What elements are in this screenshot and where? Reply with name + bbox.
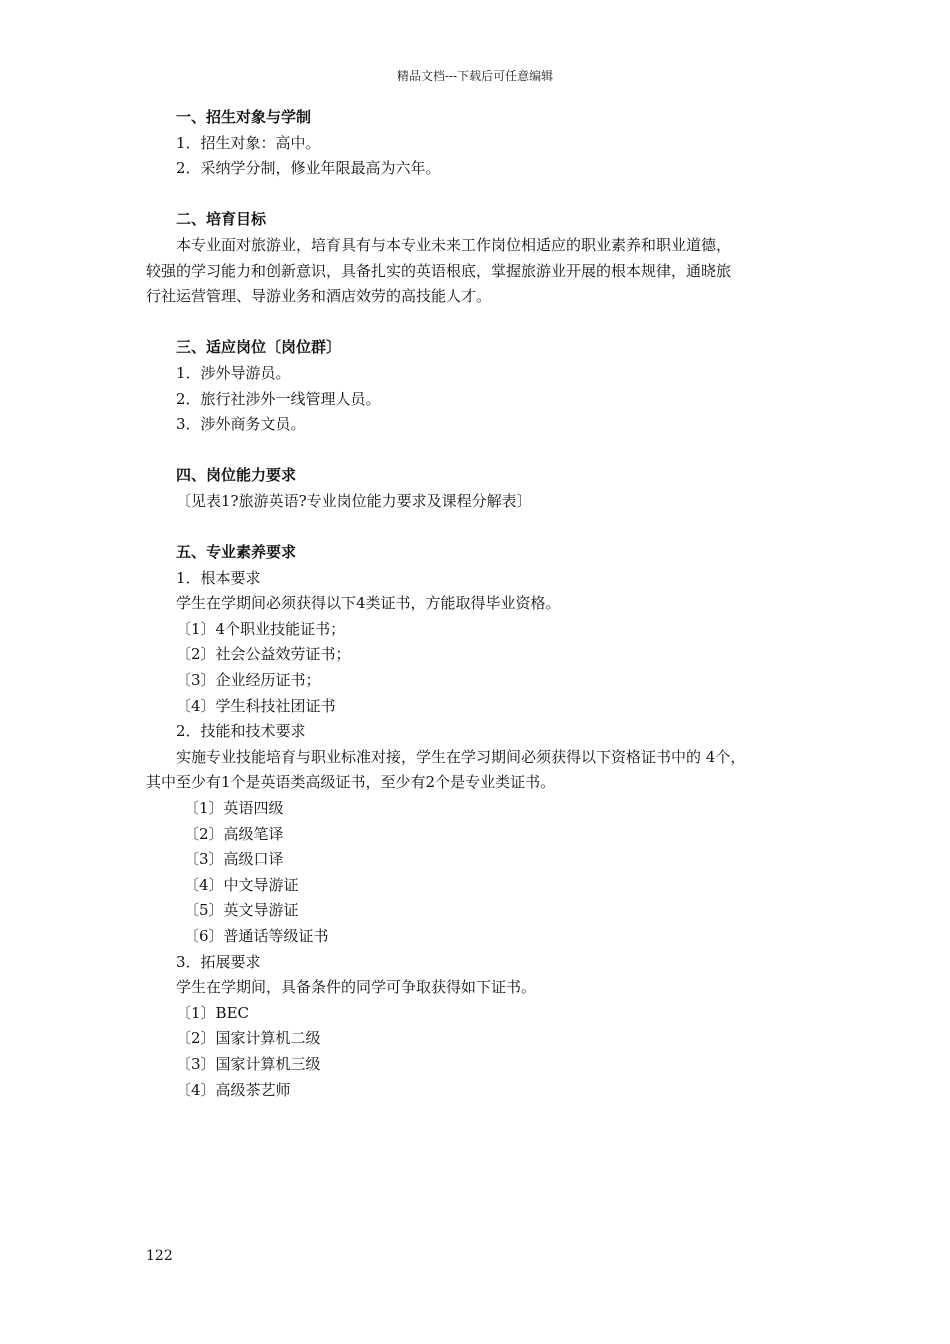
subsection-title: 2．技能和技术要求 — [176, 722, 306, 741]
paragraph-line: 其中至少有1个是英语类高级证书，至少有2个是专业类证书。 — [146, 773, 556, 792]
list-item: 〔4〕高级茶艺师 — [176, 1080, 291, 1099]
list-item: 3．涉外商务文员。 — [176, 415, 306, 434]
list-item: 〔2〕高级笔译 — [184, 824, 284, 843]
section-heading: 三、适应岗位〔岗位群〕 — [176, 338, 342, 357]
paragraph-line: 实施专业技能培育与职业标准对接，学生在学习期间必须获得以下资格证书中的 4个， — [176, 747, 746, 766]
list-item: 〔1〕4个职业技能证书； — [176, 619, 346, 638]
list-item: 〔5〕英文导游证 — [184, 901, 299, 920]
paragraph-line: 学生在学期间，具备条件的同学可争取获得如下证书。 — [176, 978, 537, 997]
paragraph-line: 行社运营管理、导游业务和酒店效劳的高技能人才。 — [146, 287, 492, 306]
list-item: 〔6〕普通话等级证书 — [184, 927, 329, 945]
section-heading: 五、专业素养要求 — [176, 543, 297, 562]
list-item: 〔3〕企业经历证书； — [176, 671, 321, 690]
paragraph-line: 较强的学习能力和创新意识，具备扎实的英语根底，掌握旅游业开展的根本规律，通晓旅 — [146, 261, 732, 280]
list-item: 〔3〕高级口译 — [184, 850, 284, 869]
subsection-title: 1．根本要求 — [176, 568, 261, 587]
note-text: 〔见表1?旅游英语?专业岗位能力要求及课程分解表〕 — [176, 491, 532, 510]
list-item: 1．招生对象：高中。 — [176, 133, 321, 152]
list-item: 〔1〕英语四级 — [184, 799, 284, 818]
list-item: 2．采纳学分制，修业年限最高为六年。 — [176, 159, 441, 178]
list-item: 〔4〕学生科技社团证书 — [176, 696, 336, 715]
list-item: 〔3〕国家计算机三级 — [176, 1054, 321, 1073]
list-item: 〔1〕BEC — [176, 1003, 249, 1022]
document-body — [146, 105, 826, 1103]
page-number: 122 — [146, 1248, 173, 1264]
page-header: 精品文档---下载后可任意编辑 — [396, 69, 554, 83]
subsection-title: 3．拓展要求 — [176, 952, 261, 971]
list-item: 〔2〕国家计算机二级 — [176, 1029, 321, 1048]
list-item: 〔2〕社会公益效劳证书； — [176, 645, 351, 664]
section-heading: 二、培育目标 — [176, 210, 267, 229]
list-item: 2．旅行社涉外一线管理人员。 — [176, 389, 381, 408]
list-item: 〔4〕中文导游证 — [184, 875, 299, 894]
paragraph-line: 学生在学期间必须获得以下4类证书，方能取得毕业资格。 — [176, 594, 561, 613]
section-heading: 一、招生对象与学制 — [176, 108, 312, 126]
section-heading: 四、岗位能力要求 — [176, 466, 297, 485]
paragraph-line: 本专业面对旅游业，培育具有与本专业未来工作岗位相适应的职业素养和职业道德， — [176, 235, 732, 254]
list-item: 1．涉外导游员。 — [176, 363, 291, 382]
